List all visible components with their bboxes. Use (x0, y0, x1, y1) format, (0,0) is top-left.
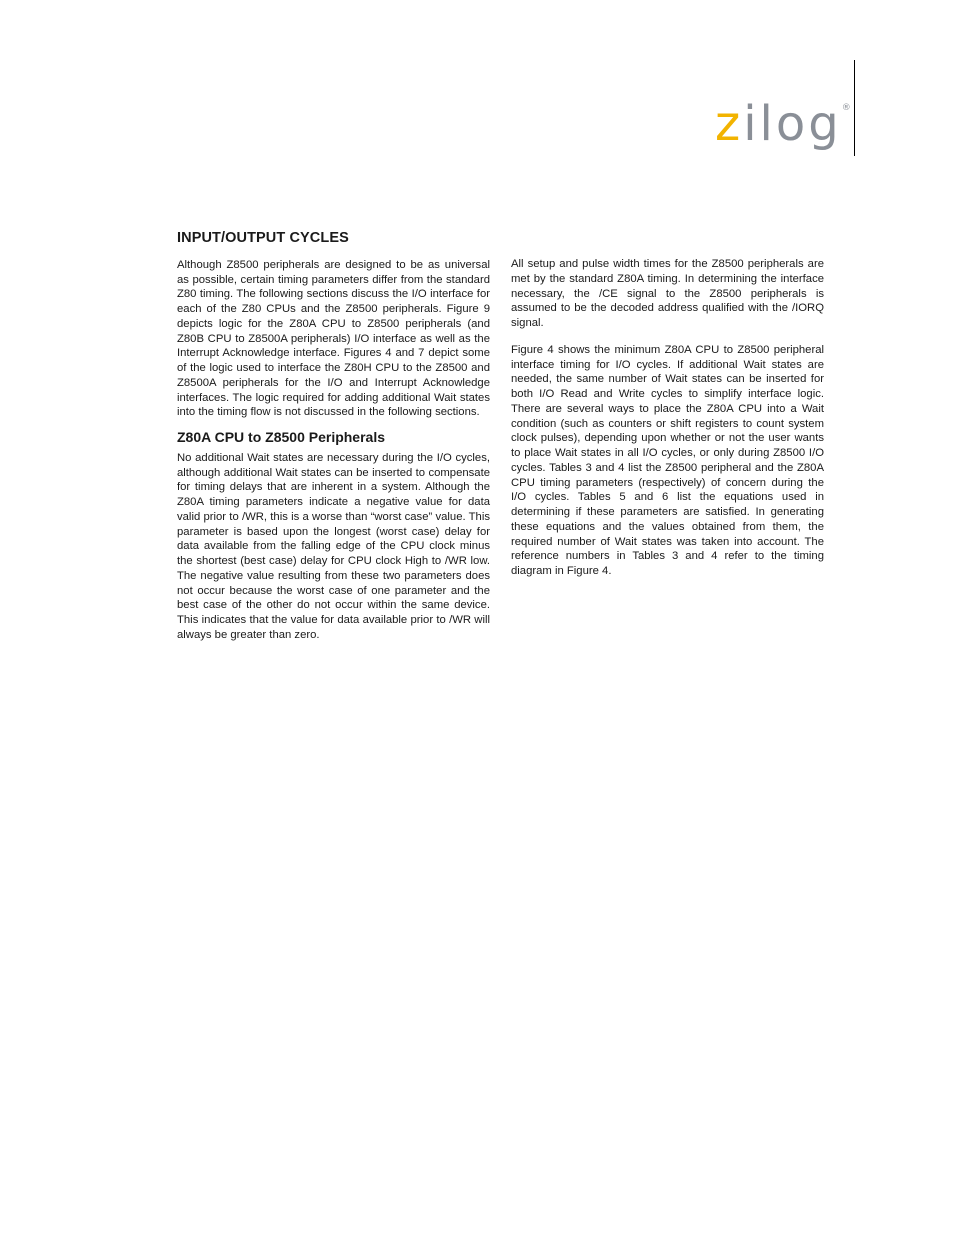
header-divider (854, 60, 855, 156)
registered-mark: ® (841, 103, 851, 113)
zilog-logo (715, 96, 851, 152)
logo-text: ilog (743, 96, 842, 152)
logo-z: z (715, 96, 744, 152)
subsection-paragraph: No additional Wait states are necessary during the I/O cycles, although additional Wait states can be inserted to compensate for timing delays that are inherent in a system. Although the Z80A timing parameters indicate a negative value for data valid prior to /WR, this is a worse than “worst case” value. This parameter is based upon the longest (worst case) delay for data available from the falling edge of the CPU clock minus the shortest (best case) delay for CPU clock High to /WR low. The negative value resulting from these two parameters does not occur because the worst case of one parameter and the best case of the other do not occur within the same device. This indicates that the value for data available prior to /WR will always be greater than zero. (177, 451, 490, 641)
right-paragraph-1: All setup and pulse width times for the Z8500 peripherals are met by the standard Z80A timing. In determining the interface necessary, the /CE signal to the Z8500 peripherals is assumed to be the decoded address qualified with the /IORQ signal. (511, 258, 824, 329)
subsection-title: Z80A CPU to Z8500 Peripherals (177, 429, 386, 445)
right-column (511, 257, 824, 579)
intro-paragraph: Although Z8500 peripherals are designed to be as universal as possible, certain timing parameters differ from the standard Z80 timing. The following sections discuss the I/O interface for each of the Z80 CPUs and the Z8500 peripherals. Figure 9 depicts logic for the Z80A CPU to Z8500 peripherals (and Z80B CPU to Z8500A peripherals) I/O interface as well as the Interrupt Acknowledge interface. Figures 4 and 7 depict some of the logic used to interface the Z80H CPU to the Z8500 and Z8500A peripherals for the I/O and Interrupt Acknowledge interfaces. The logic required for adding additional Wait states into the timing flow is not discussed in the following sections. (177, 258, 490, 419)
section-title: INPUT/OUTPUT CYCLES (177, 230, 349, 246)
left-column (177, 228, 490, 643)
right-paragraph-2: Figure 4 shows the minimum Z80A CPU to Z8500 peripheral interface timing for I/O cycles. If additional Wait states are needed, the same number of Wait states can be inserted for both I/O Read and Write cycles to simplify interface logic. There are several ways to place the Z80A CPU into a Wait condition (such as counters or shift registers to count system clock pulses), depending upon whether or not the user wants to place Wait states in all I/O cycles, or only during Z8500 I/O cycles. Tables 3 and 4 list the Z8500 peripheral and the Z80A CPU timing parameters (respectively) of concern during the I/O cycles. Tables 5 and 6 list the equations used in determining if these parameters are satisfied. In generating these equations and the values obtained from them, the required number of Wait states was taken into account. The reference numbers in Tables 3 and 4 refer to the timing diagram in Figure 4. (511, 343, 824, 577)
